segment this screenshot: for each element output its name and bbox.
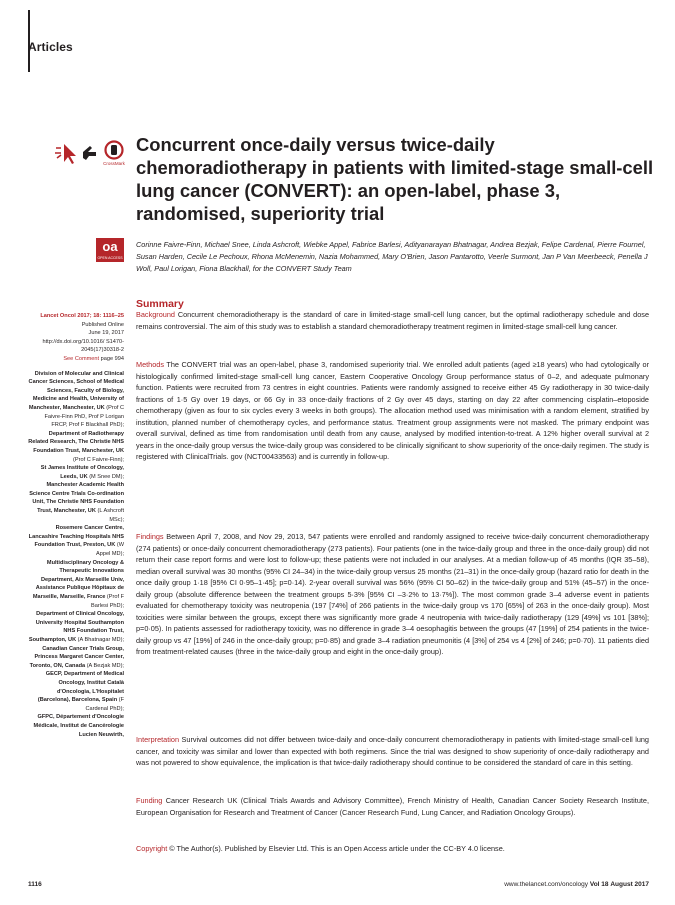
affiliation-authors: (Prof F Barlesi PhD);	[91, 594, 124, 609]
affiliation-item	[28, 370, 124, 430]
funding-label: Funding	[136, 796, 163, 805]
affiliation-institution: GECP, Department of Medical Oncology, Institut Català d'Oncologia, L'Hospitalet (Barcelona), Barcelona, Spain	[37, 671, 124, 704]
affiliation-authors: (L Ashcroft MSc);	[97, 508, 124, 523]
background-label: Background	[136, 310, 175, 319]
affiliation-item	[28, 559, 124, 611]
published-label: Published Online	[81, 321, 124, 328]
affiliation-item	[28, 481, 124, 524]
affiliation-authors: (Prof C Faivre-Finn PhD, Prof P Lorigan FRCP, Prof F Blackhall PhD);	[44, 404, 124, 429]
journal-citation: Lancet Oncol 2017; 18: 1116–25	[40, 313, 124, 319]
affiliation-item	[28, 713, 124, 739]
page-number: 1116	[28, 881, 42, 888]
affiliation-item	[28, 464, 124, 481]
open-access-label: oa	[102, 239, 118, 254]
open-access-badge	[96, 238, 124, 262]
affiliation-item	[28, 610, 124, 644]
crossmark-icon	[103, 142, 126, 167]
affiliation-institution: St James Institute of Oncology, Leeds, UK	[40, 465, 124, 480]
affiliation-institution: Canadian Cancer Trials Group, Princess Margaret Cancer Center, Toronto, ON, Canada	[29, 645, 124, 669]
sidebar	[28, 312, 124, 739]
affiliation-institution: Division of Molecular and Clinical Cancer Sciences, School of Medical Sciences, Faculty of Biology, Medicine and Health, University of Manchester, Manchester, UK	[28, 370, 124, 411]
article-icons	[28, 138, 128, 166]
published-date: June 19, 2017	[88, 330, 124, 337]
methods-paragraph	[136, 359, 649, 463]
affiliations	[28, 370, 124, 740]
affiliation-item	[28, 430, 124, 464]
copyright-paragraph	[136, 843, 649, 855]
author-list: Corinne Faivre-Finn, Michael Snee, Linda Ashcroft, Wiebke Appel, Fabrice Barlesi, Adityanarayan Bhatnagar, Andrea Bezjak, Felipe Cardenal, Pierre Fournel, Susan Harden, Cecile Le Pechoux, Rhona McMenemin, Nazia Mohammed, Mary O'Brien, Jason Pantarotto, Veerle Surmont, Jan P Van Meerbeeck, Penella J Woll, Paul Lorigan, Fiona Blackhall, for the CONVERT Study Team	[136, 240, 648, 273]
affiliation-institution: Manchester Academic Health Science Centre Trials Co-ordination Unit, The Christie NHS Foundation Trust, Manchester, UK	[29, 482, 124, 515]
affiliation-institution: Department of Radiotherapy Related Research, The Christie NHS Foundation Trust, Manchester, UK	[28, 430, 124, 454]
affiliation-item	[28, 524, 124, 558]
affiliation-authors: (A Bezjak MD);	[86, 662, 124, 669]
journal-date: August 2017	[610, 881, 649, 888]
affiliation-institution: GFPC, Département d'Oncologie Médicale, Institut de Cancérologie Lucien Neuwirth,	[33, 714, 124, 738]
cursor-pointer-icon	[55, 144, 76, 164]
funding-text: Cancer Research UK (Clinical Trials Awards and Advisory Committee), French Ministry of Health, Canadian Cancer Society Research Institute, European Organisation for Research and Treatment of Cancer (Cancer Research Fund, Lung Cancer, and Radiation Oncology Groups).	[136, 796, 649, 817]
background-paragraph	[136, 309, 649, 332]
article-title: Concurrent once-daily versus twice-daily chemoradiotherapy in patients with limited-stage small-cell lung cancer (CONVERT): an open-label, phase 3, randomised, superiority trial	[136, 134, 654, 224]
methods-text: The CONVERT trial was an open-label, phase 3, randomised superiority trial. We enrolled adult patients (aged ≥18 years) who had cytologically or histologically confirmed limited-stage small-cell lung cancer, Eastern Cooperative Oncology Group performance status of 0–2, and adequate pulmonary function. Patients were recruited from 73 centres in eight countries. Patients were randomly assigned to receive either 45 Gy radiotherapy in 30 twice-daily fractions of 1·5 Gy over 19 days, or 66 Gy in 33 once-daily fractions of 2 Gy over 45 days, starting on day 22 after commencing cisplatin–etoposide chemotherapy (given as four to six cycles every 3 weeks in both groups). The allocation method used was minimisation with a random element, stratified by institution, planned number of chemotherapy cycles, and performance status. Treatment group assignments were not masked. The primary endpoint was overall survival, defined as time from randomisation until death from any cause, analysed by modified intention-to-treat. A 12% higher overall survival at 2 years in the once-daily group versus the twice-daily group was considered to be clinically significant to show superiority of the once-daily regimen. The study is registered with ClinicalTrials. gov (NCT00433563) and is currently in follow-up.	[136, 360, 649, 461]
affiliation-authors: (F Cardenal PhD);	[85, 697, 124, 712]
affiliation-item	[28, 670, 124, 713]
methods-label: Methods	[136, 360, 164, 369]
findings-label: Findings	[136, 532, 164, 541]
open-access-sub: OPEN ACCESS	[97, 256, 123, 260]
footer-journal	[504, 881, 649, 888]
findings-paragraph	[136, 531, 649, 658]
journal-volume: Vol 18	[589, 881, 609, 888]
interpretation-paragraph	[136, 734, 649, 769]
svg-text:CrossMark: CrossMark	[103, 161, 125, 166]
affiliation-institution: Multidisciplinary Oncology & Therapeutic Innovations Department, Aix Marseille Univ, Assistance Publique Hôpitaux de Marseille, Marseille, France	[32, 559, 124, 600]
see-comment-link[interactable]: See Comment	[63, 355, 100, 362]
affiliation-item	[28, 645, 124, 671]
background-text: Concurrent chemoradiotherapy is the standard of care in limited-stage small-cell lung cancer, but the optimal radiotherapy schedule and dose remains controversial. The aim of this study was to establish a standard chemoradiotherapy treatment regimen in limited-stage small-cell lung cancer.	[136, 310, 650, 331]
findings-text: Between April 7, 2008, and Nov 29, 2013, 547 patients were enrolled and randomly assigned to receive twice-daily concurrent chemoradiotherapy (274 patients) or once-daily concurrent chemoradiotherapy (273 patients). Four patients (one in the twice-daily group and three in the once-daily group) did not return their case report forms and were lost to follow-up; these patients were not included in our analyses. At a median follow-up of 45 months (IQR 35–58), median overall survival was 30 months (95% CI 24–34) in the twice-daily group versus 25 months (21–31) in the once-daily group (hazard ratio for death in the once daily group 1·18 [95% CI 0·95–1·45]; p=0·14). 2-year overall survival was 56% (95% CI 50–62) in the twice-daily group and 51% (45–57) in the once-daily group (absolute difference between the treatment groups 5·3% [95% CI –3·2% to 13·7%]). The most common grade 3–4 adverse event in patients evaluated for chemotherapy toxicity was neutropenia (197 [74%] of 266 patients in the twice-daily group vs 170 [65%] of 263 in the once-daily group). Most toxicities were similar between the groups, except there was significantly more grade 4 neutropenia with twice-daily radiotherapy (129 [49%] vs 101 [38%]; p=0·05). In patients assessed for radiotherapy toxicity, was no difference in grade 3–4 oesophagitis between the groups (47 [19%] of 254 patients in the twice-daily group vs 47 [19%] of 246 in the once-daily group; p=0·85) and grade 3–4 radiation pneumonitis (4 [3%] of 254 vs 4 [2%] of 246; p=0·70). 11 patients died from treatment-related causes (three in the twice-daily group and eight in the once-daily group).	[136, 532, 649, 656]
hand-pointer-icon	[83, 146, 96, 160]
affiliation-authors: (Prof C Faivre-Finn);	[73, 456, 124, 463]
affiliation-institution: Rosemere Cancer Centre, Lancashire Teaching Hospitals NHS Foundation Trust, Preston, UK	[28, 525, 124, 549]
journal-site[interactable]: www.thelancet.com/oncology	[504, 881, 589, 888]
affiliation-authors: (M Snee DM);	[89, 473, 124, 480]
interpretation-text: Survival outcomes did not differ between twice-daily and once-daily concurrent chemoradiotherapy in patients with limited-stage small-cell lung cancer, and toxicity was similar and lower than expected with both regimens. Since the trial was designed to show superiority of once-daily radiotherapy and was not powered to show equivalence, the implication is that twice-daily radiotherapy should continue to be considered the standard of care in this setting.	[136, 735, 649, 767]
copyright-label: Copyright	[136, 844, 168, 853]
interpretation-label: Interpretation	[136, 735, 179, 744]
see-comment-page: page 994	[100, 355, 124, 362]
funding-paragraph	[136, 795, 649, 818]
copyright-text: © The Author(s). Published by Elsevier Ltd. This is an Open Access article under the CC-BY 4.0 license.	[169, 844, 505, 853]
summary-heading: Summary	[136, 298, 184, 310]
section-label: Articles	[28, 40, 73, 54]
affiliation-authors: (A Bhatnagar MD);	[77, 636, 124, 643]
affiliation-institution: Department of Clinical Oncology, University Hospital Southampton NHS Foundation Trust, Southampton, UK	[28, 611, 124, 643]
doi-link[interactable]: http://dx.doi.org/10.1016/ S1470-2045(17)30318-2	[42, 338, 124, 354]
affiliation-authors: (W Appel MD);	[96, 542, 124, 558]
